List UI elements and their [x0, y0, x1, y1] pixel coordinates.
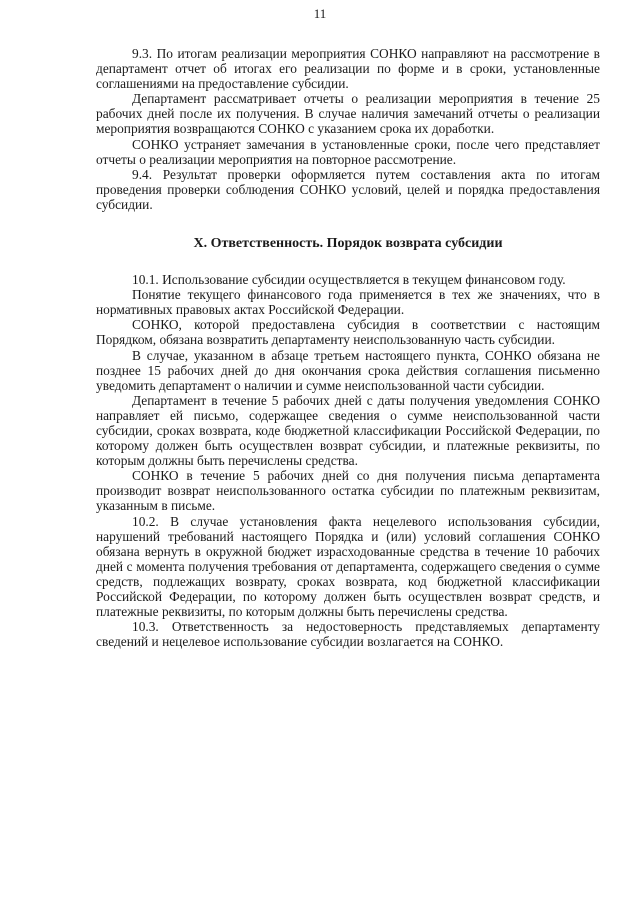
paragraph-fiscal-year: Понятие текущего финансового года применяется в тех же значениях, что в нормативных правовых актах Российской Федерации. [96, 287, 600, 318]
paragraph-9-4: 9.4. Результат проверки оформляется путем составления акта по итогам проведения проверки соблюдения СОНКО условий, целей и порядка предоставления субсидии. [96, 166, 600, 212]
paragraph-refund-remainder: СОНКО в течение 5 рабочих дней со дня получения письма департамента производит возврат неиспользованного остатка субсидии по платежным реквизитам, указанным в письме. [96, 468, 600, 514]
paragraph-notify-department: В случае, указанном в абзаце третьем настоящего пункта, СОНКО обязана не позднее 15 рабочих дней до дня окончания срока действия соглашения письменно уведомить департамент о наличии и сумме неиспользованной части субсидии. [96, 347, 600, 393]
paragraph-return-unused: СОНКО, которой предоставлена субсидия в соответствии с настоящим Порядком, обязана возвратить департаменту неиспользованную часть субсидии. [96, 317, 600, 348]
paragraph-10-3: 10.3. Ответственность за недостоверность представляемых департаменту сведений и нецелевое использование субсидии возлагается на СОНКО. [96, 619, 600, 650]
paragraph-department-letter: Департамент в течение 5 рабочих дней с даты получения уведомления СОНКО направляет ей письмо, содержащее сведения о сумме неиспользованной части субсидии, сроках возврата, коде бюджетной классификации Российской Федерации, по которому должен быть осуществлен возврат субсидии, и платежные реквизиты, по которым должны быть перечислены средства. [96, 392, 600, 469]
paragraph-9-3: 9.3. По итогам реализации мероприятия СОНКО направляют на рассмотрение в департамент отчет об итогах его реализации по форме и в сроки, установленные соглашениями на предоставление субсидии. [96, 46, 600, 92]
paragraph-review-period: Департамент рассматривает отчеты о реализации мероприятия в течение 25 рабочих дней после их получения. В случае наличия замечаний отчеты о реализации мероприятия возвращаются СОНКО с указанием срока их доработки. [96, 91, 600, 137]
document-body [96, 46, 600, 649]
section-title: X. Ответственность. Порядок возврата субсидии [193, 236, 503, 252]
paragraph-10-1: 10.1. Использование субсидии осуществляется в текущем финансовом году. [132, 272, 566, 288]
paragraph-10-2: 10.2. В случае установления факта нецелевого использования субсидии, нарушений требований настоящего Порядка и (или) условий соглашения СОНКО обязана вернуть в окружной бюджет израсходованные средства в течение 10 рабочих дней с момента получения требования от департамента, содержащего сведения о сумме средств, подлежащих возврату, сроках возврата, код бюджетной классификации Российской Федерации, по которому должен быть осуществлен возврат средств, и платежные реквизиты, по которым должны быть перечислены средства. [96, 513, 600, 620]
page-number: 11 [313, 6, 327, 21]
paragraph-fix-remarks: СОНКО устраняет замечания в установленные сроки, после чего представляет отчеты о реализации мероприятия на повторное рассмотрение. [96, 136, 600, 167]
